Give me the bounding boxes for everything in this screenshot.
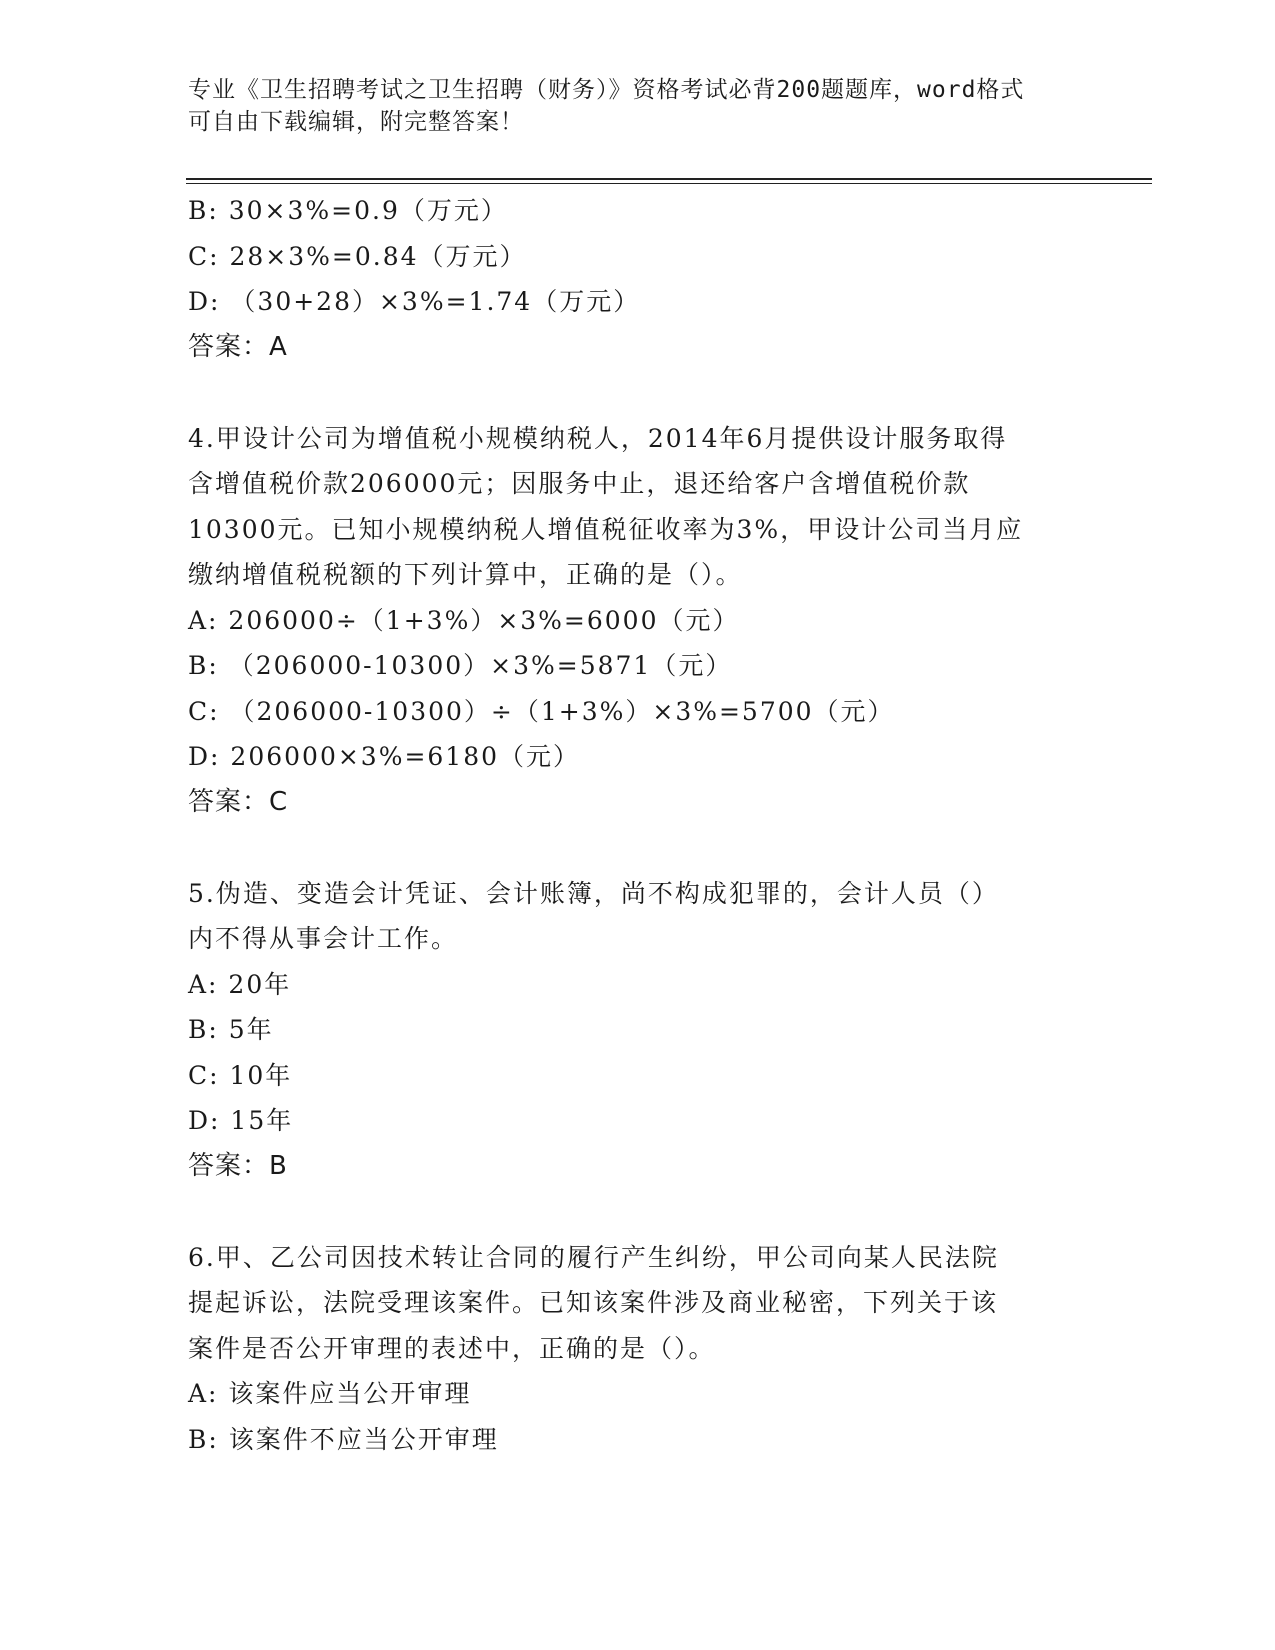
option-b: B: 5年 bbox=[188, 1015, 274, 1044]
question-stem-line: 提起诉讼，法院受理该案件。已知该案件涉及商业秘密，下列关于该 bbox=[188, 1288, 999, 1317]
question-3-tail bbox=[188, 188, 1068, 370]
option-c: C: 28×3%=0.84（万元） bbox=[188, 241, 527, 271]
option-a: A: 206000÷（1+3%）×3%=6000（元） bbox=[188, 605, 740, 635]
option-c: C: （206000-10300）÷（1+3%）×3%=5700（元） bbox=[188, 696, 895, 726]
option-b: B: 该案件不应当公开审理 bbox=[188, 1424, 499, 1454]
question-stem-line: 5.伪造、变造会计凭证、会计账簿，尚不构成犯罪的，会计人员（） bbox=[188, 878, 999, 908]
option-d: D: 206000×3%=6180（元） bbox=[188, 742, 581, 771]
answer-line: 答案：A bbox=[188, 331, 288, 362]
question-4 bbox=[188, 416, 1068, 826]
header-divider-thin bbox=[186, 183, 1152, 184]
question-5 bbox=[188, 871, 1068, 1190]
question-content bbox=[188, 188, 1068, 1462]
option-a: A: 20年 bbox=[188, 969, 292, 999]
question-stem-line: 4.甲设计公司为增值税小规模纳税人，2014年6月提供设计服务取得 bbox=[188, 423, 1008, 453]
spacer bbox=[188, 370, 1068, 416]
question-stem-line: 6.甲、乙公司因技术转让合同的履行产生纠纷，甲公司向某人民法院 bbox=[188, 1242, 999, 1272]
option-d: D: （30+28）×3%=1.74（万元） bbox=[188, 287, 641, 316]
answer-line: 答案：B bbox=[188, 1150, 288, 1181]
spacer bbox=[188, 825, 1068, 871]
option-d: D: 15年 bbox=[188, 1106, 294, 1135]
option-b: B: （206000-10300）×3%=5871（元） bbox=[188, 651, 733, 680]
document-header bbox=[188, 74, 1068, 138]
header-title-line-1: 专业《卫生招聘考试之卫生招聘（财务）》资格考试必背200题题库，word格式 bbox=[188, 77, 1025, 103]
header-divider-thick bbox=[186, 178, 1152, 180]
question-stem-line: 内不得从事会计工作。 bbox=[188, 924, 459, 953]
option-b: B: 30×3%=0.9（万元） bbox=[188, 196, 508, 225]
answer-line: 答案：C bbox=[188, 786, 289, 817]
option-c: C: 10年 bbox=[188, 1060, 293, 1090]
spacer bbox=[188, 1189, 1068, 1235]
question-stem-line: 缴纳增值税税额的下列计算中，正确的是（）。 bbox=[188, 560, 743, 589]
question-stem-line: 10300元。已知小规模纳税人增值税征收率为3%，甲设计公司当月应 bbox=[188, 514, 1024, 544]
question-6 bbox=[188, 1235, 1068, 1463]
question-stem-line: 含增值税价款206000元；因服务中止，退还给客户含增值税价款 bbox=[188, 469, 971, 498]
question-stem-line: 案件是否公开审理的表述中，正确的是（）。 bbox=[188, 1333, 716, 1363]
option-a: A: 该案件应当公开审理 bbox=[188, 1379, 472, 1408]
header-title-line-2: 可自由下载编辑，附完整答案！ bbox=[188, 109, 524, 135]
